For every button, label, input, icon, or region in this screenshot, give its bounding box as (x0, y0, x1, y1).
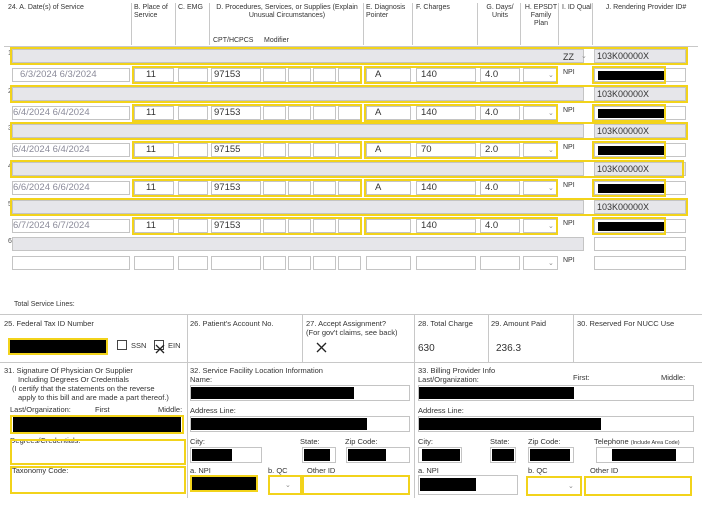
line-number: 2 (8, 88, 12, 95)
box28-label: 28. Total Charge (418, 319, 473, 328)
box30-label: 30. Reserved For NUCC Use (577, 319, 675, 328)
service-dates-input[interactable]: 6/7/2024 6/7/2024 (13, 220, 90, 231)
units-input[interactable]: 4.0 (485, 220, 499, 231)
total-charge-value: 630 (418, 343, 435, 354)
box26-label: 26. Patient's Account No. (190, 319, 274, 328)
header-24i: I. ID Qual (562, 4, 592, 11)
place-of-service-input[interactable]: 11 (146, 107, 156, 118)
qualifier-value: ZZ (563, 52, 574, 62)
ssn-checkbox[interactable] (117, 340, 127, 350)
billing-address-input[interactable] (419, 418, 601, 430)
npi-label: NPI (563, 107, 575, 114)
billing-city-input[interactable] (422, 449, 460, 461)
box32-name-label: Name: (190, 375, 213, 384)
diagnosis-pointer-input[interactable]: A (375, 144, 382, 155)
units-input[interactable]: 4.0 (485, 69, 499, 80)
service-dates-input[interactable]: 6/4/2024 6/4/2024 (13, 144, 90, 155)
box32-other-label: Other ID (307, 466, 336, 475)
chevron-down-icon: ⌄ (548, 260, 554, 267)
diagnosis-pointer-input[interactable]: A (375, 69, 382, 80)
cpt-code-input[interactable]: 97153 (214, 182, 241, 193)
chevron-down-icon: ⌄ (568, 483, 574, 490)
header-24d: D. Procedures, Services, or Supplies (Explain Unusual Circumstances) (216, 4, 358, 19)
box31-last-label: Last/Organization: (10, 405, 71, 414)
degrees-input[interactable] (10, 439, 186, 465)
box33-middle-label: Middle: (661, 373, 686, 382)
line-number: 6 (8, 238, 12, 245)
box31-line2: Including Degrees Or Credentials (18, 375, 129, 384)
cpt-code-input[interactable]: 97155 (214, 144, 241, 155)
box31-first-label: First (95, 405, 110, 414)
npi-label: NPI (563, 257, 575, 264)
rendering-taxonomy[interactable]: 103K00000X (597, 126, 650, 136)
box33-zip-label: Zip Code: (528, 437, 561, 446)
chevron-down-icon: ⌄ (548, 110, 554, 117)
npi-label: NPI (563, 220, 575, 227)
charges-input[interactable]: 140 (421, 220, 437, 231)
charges-input[interactable]: 70 (421, 144, 432, 155)
box29-label: 29. Amount Paid (491, 319, 547, 328)
header-modifier: Modifier (264, 37, 289, 44)
box33-city-label: City: (418, 437, 433, 446)
chevron-down-icon: ⌄ (581, 53, 587, 60)
box33-label: 33. Billing Provider Info (418, 366, 496, 375)
header-24j: J. Rendering Provider ID# (605, 4, 687, 11)
facility-city-input[interactable] (192, 449, 232, 461)
taxonomy-label: Taxonomy Code: (12, 466, 69, 475)
header-24b: B. Place of Service (134, 4, 168, 19)
ssn-label: SSN (131, 341, 147, 350)
facility-state-input[interactable] (304, 449, 330, 461)
units-input[interactable]: 4.0 (485, 182, 499, 193)
modifier-input[interactable] (288, 256, 311, 270)
box33-npi-label: a. NPI (418, 466, 439, 475)
billing-state-input[interactable] (492, 449, 514, 461)
box31-label: 31. Signature Of Physician Or Supplier (4, 366, 133, 375)
facility-name-input[interactable] (191, 387, 354, 399)
box33-state-label: State: (490, 437, 510, 446)
npi-label: NPI (563, 144, 575, 151)
units-input[interactable]: 2.0 (485, 144, 499, 155)
header-24a: 24. A. Date(s) of Service (8, 4, 84, 11)
line-number: 3 (8, 125, 12, 132)
rendering-taxonomy[interactable]: 103K00000X (597, 51, 650, 61)
ein-label: EIN (168, 341, 181, 350)
box32-state-label: State: (300, 437, 320, 446)
place-of-service-input[interactable]: 11 (146, 182, 156, 193)
box32-npi-label: a. NPI (190, 466, 211, 475)
billing-phone-input[interactable] (612, 449, 676, 461)
charges-input[interactable]: 140 (421, 69, 437, 80)
modifier-input[interactable] (338, 256, 361, 270)
facility-zip-input[interactable] (348, 449, 386, 461)
box32-qc-label: b. QC (268, 466, 288, 475)
rendering-taxonomy[interactable]: 103K00000X (597, 164, 650, 174)
charges-input[interactable]: 140 (421, 107, 437, 118)
chevron-down-icon: ⌄ (548, 147, 554, 154)
box33-qc-label: b. QC (528, 466, 548, 475)
box27-label: 27. Accept Assignment? (306, 319, 387, 328)
emg-input[interactable] (178, 256, 208, 270)
rendering-taxonomy[interactable]: 103K00000X (597, 89, 650, 99)
npi-label: NPI (563, 182, 575, 189)
line-number: 1 (8, 50, 12, 57)
line-number: 4 (8, 163, 12, 170)
box27-sublabel: (For gov't claims, see back) (306, 328, 398, 337)
place-of-service-input[interactable]: 11 (146, 144, 156, 155)
box32-city-label: City: (190, 437, 205, 446)
line-number: 5 (8, 201, 12, 208)
chevron-down-icon: ⌄ (548, 223, 554, 230)
rendering-taxonomy[interactable]: 103K00000X (597, 202, 650, 212)
ein-checkbox[interactable] (154, 340, 164, 350)
diagnosis-pointer-input[interactable]: A (375, 107, 382, 118)
header-24c: C. EMG (178, 4, 203, 11)
billing-name-input[interactable] (419, 387, 574, 399)
box32-label: 32. Service Facility Location Information (190, 366, 323, 375)
place-of-service-input[interactable]: 11 (146, 220, 156, 231)
total-service-lines-label: Total Service Lines: (14, 301, 75, 308)
billing-other-id-input[interactable] (584, 476, 692, 496)
taxonomy-input[interactable] (10, 466, 186, 494)
npi-label: NPI (563, 69, 575, 76)
box33-first-label: First: (573, 373, 590, 382)
modifier-input[interactable] (263, 256, 286, 270)
box31-line3: (I certify that the statements on the reverse (12, 384, 155, 393)
cpt-code-input[interactable]: 97153 (214, 220, 241, 231)
service-dates-input[interactable]: 6/4/2024 6/4/2024 (13, 107, 90, 118)
box25-label: 25. Federal Tax ID Number (4, 319, 94, 328)
facility-other-id-input[interactable] (302, 475, 410, 495)
facility-address-input[interactable] (191, 418, 367, 430)
billing-zip-input[interactable] (530, 449, 570, 461)
charges-input[interactable]: 140 (421, 182, 437, 193)
box33-address-label: Address Line: (418, 406, 464, 415)
header-24e: E. Diagnosis Pointer (366, 4, 406, 19)
service-dates-input[interactable]: 6/6/2024 6/6/2024 (13, 182, 90, 193)
amount-paid-value: 236.3 (496, 343, 522, 354)
billing-npi-input[interactable] (420, 478, 476, 491)
box33-other-label: Other ID (590, 466, 619, 475)
degrees-label: Degrees/Credentials: (10, 436, 81, 445)
box33-last-label: Last/Organization: (418, 375, 479, 384)
cpt-code-input[interactable]: 97153 (214, 69, 241, 80)
cpt-code-input[interactable]: 97153 (214, 107, 241, 118)
box31-middle-label: Middle: (158, 405, 183, 414)
header-24g: G. Days/ Units (486, 4, 514, 19)
box32-address-label: Address Line: (190, 406, 236, 415)
header-24f: F. Charges (416, 4, 450, 11)
accept-assignment-check-icon[interactable] (316, 340, 327, 358)
box31-line4: apply to this bill and are made a part thereof.) (18, 393, 169, 402)
chevron-down-icon: ⌄ (548, 185, 554, 192)
box33-phone-label: Telephone (Include Area Code) (594, 437, 680, 446)
chevron-down-icon: ⌄ (285, 482, 291, 489)
header-cpt: CPT/HCPCS (213, 37, 254, 44)
place-of-service-input[interactable]: 11 (146, 69, 156, 80)
units-input[interactable]: 4.0 (485, 107, 499, 118)
box32-zip-label: Zip Code: (345, 437, 378, 446)
service-dates-input[interactable]: 6/3/2024 6/3/2024 (20, 69, 97, 80)
diagnosis-pointer-input[interactable]: A (375, 182, 382, 193)
modifier-input[interactable] (313, 256, 336, 270)
supplemental-info-row[interactable] (12, 237, 584, 251)
chevron-down-icon: ⌄ (548, 72, 554, 79)
header-24h: H. EPSDT Family Plan (524, 4, 558, 27)
